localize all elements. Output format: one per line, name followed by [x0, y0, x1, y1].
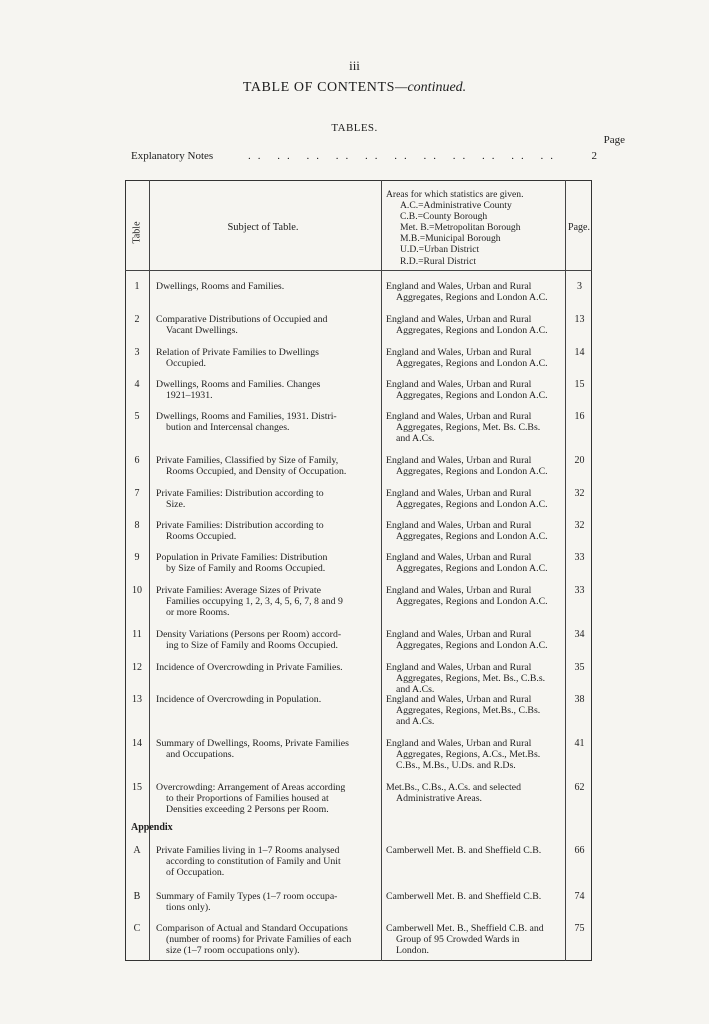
- area-line: England and Wales, Urban and Rural: [386, 694, 532, 705]
- table-areas: [386, 662, 565, 695]
- subject-line: Population in Private Families: Distribution: [156, 552, 328, 563]
- header-areas: [386, 189, 566, 267]
- table-page: 13: [574, 314, 585, 325]
- table-areas: [386, 782, 565, 804]
- page-title: [0, 80, 709, 96]
- subject-line: Rooms Occupied.: [166, 531, 237, 542]
- table-number: A: [133, 845, 141, 856]
- area-line: Group of 95 Crowded Wards in: [396, 934, 520, 945]
- table-areas: [386, 488, 565, 510]
- table-page: 32: [574, 520, 585, 531]
- areas-title: Areas for which statistics are given.: [386, 189, 524, 200]
- area-line: Aggregates, Regions and London A.C.: [396, 596, 548, 607]
- subject-line: Private Families: Distribution according to: [156, 520, 324, 531]
- area-line: and A.Cs.: [396, 433, 435, 444]
- subject-line: ing to Size of Family and Rooms Occupied.: [166, 640, 338, 651]
- table-number: 11: [132, 629, 142, 640]
- abbreviation: U.D.=Urban District: [400, 244, 480, 256]
- table-page: 74: [574, 891, 585, 902]
- table-number: 13: [132, 694, 142, 705]
- table-number: 5: [134, 411, 140, 422]
- table-number: 9: [134, 552, 140, 563]
- subject-line: of Occupation.: [166, 867, 225, 878]
- area-line: C.Bs., M.Bs., U.Ds. and R.Ds.: [396, 760, 516, 771]
- subject-line: 1921–1931.: [166, 390, 213, 401]
- subject-line: Incidence of Overcrowding in Population.: [156, 694, 322, 705]
- column-divider: [565, 180, 566, 961]
- table-page: 32: [574, 488, 585, 499]
- table-areas: [386, 923, 565, 956]
- table-areas: [386, 379, 565, 401]
- table-number: 15: [132, 782, 142, 793]
- subject-line: Incidence of Overcrowding in Private Families.: [156, 662, 343, 673]
- table-subject: [156, 455, 378, 477]
- appendix-heading: Appendix: [131, 822, 173, 833]
- area-line: Aggregates, Regions, Met. Bs., C.B.s.: [396, 673, 546, 684]
- table-page: 38: [574, 694, 585, 705]
- table-number: 14: [132, 738, 142, 749]
- area-line: England and Wales, Urban and Rural: [386, 411, 532, 422]
- table-page: 35: [574, 662, 585, 673]
- table-number: 8: [134, 520, 140, 531]
- subject-line: bution and Intercensal changes.: [166, 422, 290, 433]
- area-line: Aggregates, Regions, Met.Bs., C.Bs.: [396, 705, 541, 716]
- area-line: Aggregates, Regions, A.Cs., Met.Bs.: [396, 749, 541, 760]
- subject-line: Summary of Dwellings, Rooms, Private Families: [156, 738, 349, 749]
- table-number: 1: [134, 281, 140, 292]
- table-page: 33: [574, 552, 585, 563]
- table-areas: [386, 314, 565, 336]
- table-number: C: [133, 923, 141, 934]
- area-line: England and Wales, Urban and Rural: [386, 314, 532, 325]
- table-page: 3: [577, 281, 582, 292]
- header-table: [126, 205, 148, 265]
- area-line: England and Wales, Urban and Rural: [386, 585, 532, 596]
- table-areas: [386, 845, 565, 856]
- abbreviation: R.D.=Rural District: [400, 255, 477, 267]
- subject-line: by Size of Family and Rooms Occupied.: [166, 563, 326, 574]
- subject-line: Vacant Dwellings.: [166, 325, 238, 336]
- table-areas: [386, 347, 565, 369]
- table-page: 66: [574, 845, 585, 856]
- table-areas: [386, 738, 565, 771]
- subject-line: according to constitution of Family and Unit: [166, 856, 341, 867]
- abbreviation: C.B.=County Borough: [400, 211, 488, 223]
- subject-line: Dwellings, Rooms and Families.: [156, 281, 285, 292]
- page-number: iii: [349, 58, 360, 73]
- area-line: Aggregates, Regions and London A.C.: [396, 563, 548, 574]
- table-areas: [386, 694, 565, 727]
- area-line: Aggregates, Regions and London A.C.: [396, 531, 548, 542]
- header-table-label: Table: [131, 221, 143, 244]
- table-areas: [386, 629, 565, 651]
- table-page: 41: [574, 738, 585, 749]
- subject-line: Families occupying 1, 2, 3, 4, 5, 6, 7, 8 and 9: [166, 596, 343, 607]
- area-line: and A.Cs.: [396, 684, 435, 695]
- abbreviation: A.C.=Administrative County: [400, 200, 512, 212]
- table-page: 15: [574, 379, 585, 390]
- table-subject: [156, 552, 378, 574]
- area-line: Camberwell Met. B., Sheffield C.B. and: [386, 923, 544, 934]
- subject-line: Comparison of Actual and Standard Occupations: [156, 923, 348, 934]
- area-line: Aggregates, Regions and London A.C.: [396, 466, 548, 477]
- subject-line: Dwellings, Rooms and Families, 1931. Distri-: [156, 411, 337, 422]
- subject-line: Comparative Distributions of Occupied and: [156, 314, 328, 325]
- explanatory-notes-page: 2: [591, 150, 597, 162]
- abbreviation: M.B.=Municipal Borough: [400, 233, 501, 245]
- area-line: Aggregates, Regions and London A.C.: [396, 640, 548, 651]
- title-suffix: —continued.: [395, 80, 467, 95]
- table-number: 4: [134, 379, 140, 390]
- area-line: Aggregates, Regions and London A.C.: [396, 358, 548, 369]
- subject-line: (number of rooms) for Private Families of each: [166, 934, 352, 945]
- column-divider: [149, 180, 150, 961]
- table-subject: [156, 923, 378, 956]
- table-areas: [386, 585, 565, 607]
- area-line: Aggregates, Regions and London A.C.: [396, 292, 548, 303]
- area-line: Camberwell Met. B. and Sheffield C.B.: [386, 891, 542, 902]
- subject-line: Densities exceeding 2 Persons per Room.: [166, 804, 329, 815]
- area-line: England and Wales, Urban and Rural: [386, 281, 532, 292]
- table-areas: [386, 455, 565, 477]
- table-subject: [156, 488, 378, 510]
- table-subject: [156, 411, 378, 433]
- table-page: 20: [574, 455, 585, 466]
- explanatory-notes-link[interactable]: Explanatory Notes: [131, 150, 214, 162]
- area-line: and A.Cs.: [396, 716, 435, 727]
- subject-line: Occupied.: [166, 358, 206, 369]
- subject-line: or more Rooms.: [166, 607, 230, 618]
- table-number: 2: [134, 314, 140, 325]
- table-number: 6: [134, 455, 140, 466]
- page-column-heading: Page: [603, 134, 625, 146]
- table-number: 12: [132, 662, 142, 673]
- area-line: England and Wales, Urban and Rural: [386, 662, 532, 673]
- table-subject: [156, 281, 378, 292]
- subject-line: Density Variations (Persons per Room) accord-: [156, 629, 342, 640]
- subject-line: size (1–7 room occupations only).: [166, 945, 300, 956]
- subject-line: Overcrowding: Arrangement of Areas according: [156, 782, 346, 793]
- area-line: London.: [396, 945, 429, 956]
- area-line: England and Wales, Urban and Rural: [386, 379, 532, 390]
- table-areas: [386, 552, 565, 574]
- table-page: 33: [574, 585, 585, 596]
- table-areas: [386, 891, 565, 902]
- area-line: Camberwell Met. B. and Sheffield C.B.: [386, 845, 542, 856]
- table-subject: [156, 347, 378, 369]
- section-title: TABLES.: [331, 122, 378, 134]
- table-page: 75: [574, 923, 585, 934]
- subject-line: Private Families: Average Sizes of Private: [156, 585, 321, 596]
- area-line: England and Wales, Urban and Rural: [386, 520, 532, 531]
- subject-line: Private Families: Distribution according to: [156, 488, 324, 499]
- abbreviation: Met. B.=Metropolitan Borough: [400, 222, 521, 234]
- header-divider: [125, 270, 592, 271]
- subject-line: tions only).: [166, 902, 211, 913]
- subject-line: and Occupations.: [166, 749, 235, 760]
- area-line: England and Wales, Urban and Rural: [386, 629, 532, 640]
- subject-line: Private Families living in 1–7 Rooms analysed: [156, 845, 340, 856]
- subject-line: Rooms Occupied, and Density of Occupation.: [166, 466, 347, 477]
- leader-dots: .. .. .. .. .. .. .. .. .. .. ..: [248, 150, 560, 162]
- header-subject: Subject of Table.: [227, 222, 299, 233]
- table-areas: [386, 281, 565, 303]
- area-line: England and Wales, Urban and Rural: [386, 738, 532, 749]
- table-subject: [156, 738, 378, 760]
- table-subject: [156, 782, 378, 815]
- area-line: England and Wales, Urban and Rural: [386, 347, 532, 358]
- table-subject: [156, 314, 378, 336]
- table-subject: [156, 520, 378, 542]
- area-line: Met.Bs., C.Bs., A.Cs. and selected: [386, 782, 521, 793]
- table-number: 7: [134, 488, 140, 499]
- subject-line: Dwellings, Rooms and Families. Changes: [156, 379, 321, 390]
- table-number: 3: [134, 347, 140, 358]
- table-subject: [156, 585, 378, 618]
- area-line: Aggregates, Regions and London A.C.: [396, 325, 548, 336]
- area-line: Administrative Areas.: [396, 793, 482, 804]
- area-line: England and Wales, Urban and Rural: [386, 488, 532, 499]
- title-main: TABLE OF CONTENTS: [242, 80, 396, 95]
- table-page: 16: [574, 411, 585, 422]
- table-areas: [386, 411, 565, 444]
- table-page: 14: [574, 347, 585, 358]
- subject-line: Summary of Family Types (1–7 room occupa-: [156, 891, 338, 902]
- area-line: England and Wales, Urban and Rural: [386, 455, 532, 466]
- table-subject: [156, 379, 378, 401]
- table-page: 34: [574, 629, 585, 640]
- area-line: Aggregates, Regions, Met. Bs. C.Bs.: [396, 422, 541, 433]
- table-areas: [386, 520, 565, 542]
- subject-line: to their Proportions of Families housed at: [166, 793, 329, 804]
- area-line: Aggregates, Regions and London A.C.: [396, 499, 548, 510]
- table-subject: [156, 629, 378, 651]
- area-line: Aggregates, Regions and London A.C.: [396, 390, 548, 401]
- table-number: 10: [132, 585, 142, 596]
- table-number: B: [133, 891, 141, 902]
- subject-line: Relation of Private Families to Dwellings: [156, 347, 319, 358]
- table-page: 62: [574, 782, 585, 793]
- subject-line: Private Families, Classified by Size of Family,: [156, 455, 339, 466]
- area-line: England and Wales, Urban and Rural: [386, 552, 532, 563]
- table-subject: [156, 694, 378, 705]
- table-subject: [156, 891, 378, 913]
- column-divider: [381, 180, 382, 961]
- header-page: Page.: [568, 222, 590, 233]
- table-subject: [156, 662, 378, 673]
- table-subject: [156, 845, 378, 878]
- subject-line: Size.: [166, 499, 186, 510]
